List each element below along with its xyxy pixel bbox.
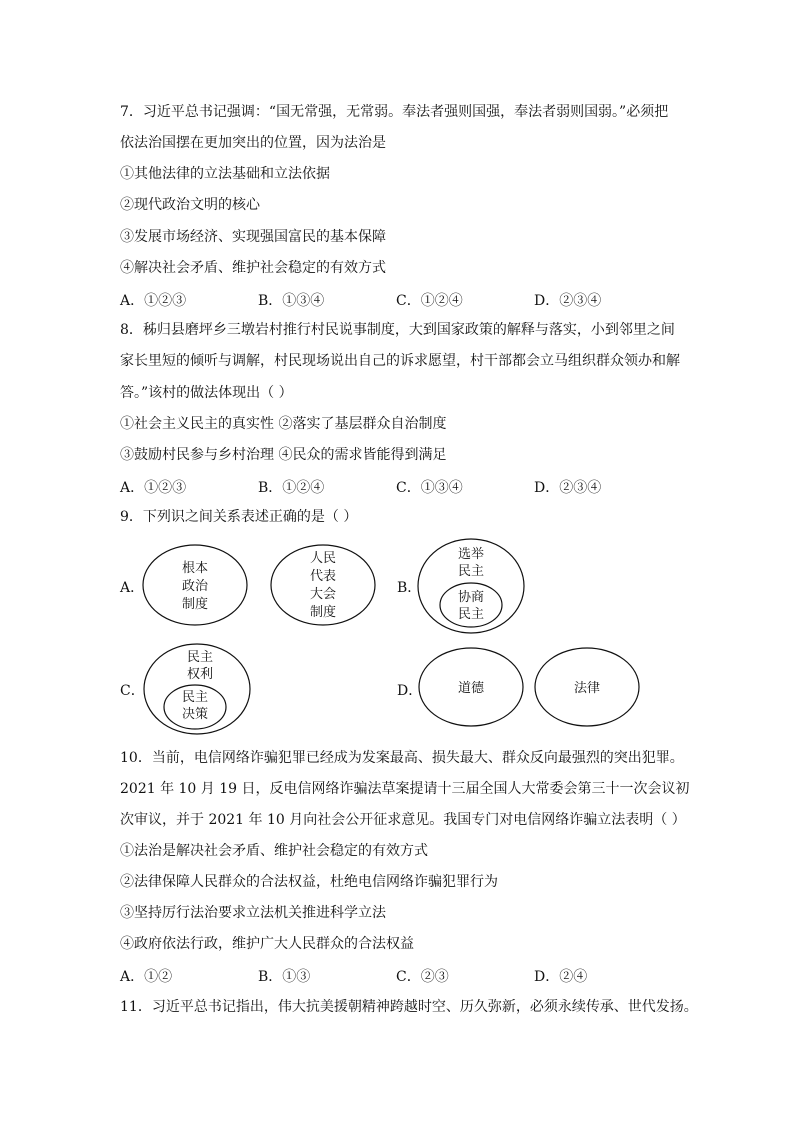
q9-c-outer-text-2: 权利 — [186, 667, 214, 682]
q9-b-inner-text-1: 协商 — [457, 590, 485, 605]
q9-d-e1-text: 道德 — [457, 681, 485, 696]
q9-a-e2-text-3: 大会 — [309, 587, 337, 602]
q9-a-e1-text-3: 制度 — [181, 597, 209, 612]
q7-item-1: ①其他法律的立法基础和立法依据 — [120, 166, 330, 182]
q9-c-inner-text-2: 决策 — [181, 707, 209, 722]
q10-item-1: ①法治是解决社会矛盾、维护社会稳定的有效方式 — [120, 843, 428, 859]
q8-options — [120, 477, 680, 495]
q9-b-inner-text-2: 民主 — [457, 607, 485, 622]
q7-option-c[interactable]: C．①②④ — [396, 293, 463, 309]
q7-option-b[interactable]: B．①③④ — [258, 293, 325, 309]
q10-option-a[interactable]: A．①② — [120, 969, 173, 985]
q8-stem-line2: 家长里短的倾听与调解，村民现场说出自己的诉求愿望，村干部都会立马组织群众领办和解 — [120, 353, 680, 369]
q9-option-d-label[interactable]: D． — [397, 683, 423, 699]
q8-items-row2: ③鼓励村民参与乡村治理 ④民众的需求皆能得到满足 — [120, 447, 447, 463]
q8-option-d[interactable]: D．②③④ — [534, 480, 602, 496]
q9-diagram-a — [140, 540, 380, 635]
q9-option-a-label[interactable]: A． — [120, 580, 145, 596]
q7-item-4: ④解决社会矛盾、维护社会稳定的有效方式 — [120, 260, 386, 276]
q9-a-e2-text-4: 制度 — [309, 605, 337, 620]
q9-option-b-label[interactable]: B． — [397, 580, 422, 596]
q7-option-d[interactable]: D．②③④ — [534, 293, 602, 309]
q7-stem-line1: 7．习近平总书记强调：“国无常强，无常弱。奉法者强则国强，奉法者弱则国弱。”必须把 — [120, 104, 669, 120]
q7-options — [120, 290, 680, 308]
q9-c-inner-text-1: 民主 — [181, 690, 209, 705]
q9-a-e1-text-1: 根本 — [181, 561, 209, 576]
q9-stem: 9．下列识之间关系表述正确的是（ ） — [120, 509, 358, 525]
q9-diagram-c — [140, 640, 255, 740]
q9-d-e2-text: 法律 — [573, 681, 601, 696]
q8-stem-line1: 8．秭归县磨坪乡三墩岩村推行村民说事制度，大到国家政策的解释与落实，小到邻里之间 — [120, 322, 675, 338]
q9-c-outer-text-1: 民主 — [186, 650, 214, 665]
q10-stem-line2: 2021 年 10 月 19 日，反电信网络诈骗法草案提请十三届全国人大常委会第三十一次会议初 — [120, 781, 690, 797]
q9-a-e2-text-2: 代表 — [309, 569, 337, 584]
q8-option-b[interactable]: B．①②④ — [258, 480, 325, 496]
q10-option-c[interactable]: C．②③ — [396, 969, 449, 985]
q7-item-2: ②现代政治文明的核心 — [120, 197, 260, 213]
q7-option-a[interactable]: A．①②③ — [120, 293, 187, 309]
q10-stem-line1: 10．当前，电信网络诈骗犯罪已经成为发案最高、损失最大、群众反向最强烈的突出犯罪。 — [120, 750, 684, 766]
q7-item-3: ③发展市场经济、实现强国富民的基本保障 — [120, 229, 386, 245]
q7-stem-line2: 依法治国摆在更加突出的位置，因为法治是 — [120, 135, 386, 151]
q9-b-outer-text-1: 选举 — [457, 547, 485, 562]
q9-diagram-b — [415, 535, 535, 640]
q11-stem-line1: 11．习近平总书记指出，伟大抗美援朝精神跨越时空、历久弥新，必须永续传承、世代发扬。 — [120, 999, 698, 1015]
q9-option-c-label[interactable]: C． — [120, 683, 145, 699]
q10-item-4: ④政府依法行政，维护广大人民群众的合法权益 — [120, 936, 414, 952]
q8-stem-line3: 答。”该村的做法体现出（ ） — [120, 385, 293, 401]
q9-a-e2-text-1: 人民 — [309, 551, 337, 566]
q9-diagram-d — [415, 645, 665, 730]
q10-stem-line3: 次审议，并于 2021 年 10 月向社会公开征求意见。我国专门对电信网络诈骗立法表明（ ） — [120, 812, 686, 828]
q10-option-b[interactable]: B．①③ — [258, 969, 311, 985]
q9-a-e1-text-2: 政治 — [181, 579, 209, 594]
q10-options — [120, 966, 680, 984]
q10-item-2: ②法律保障人民群众的合法权益，杜绝电信网络诈骗犯罪行为 — [120, 874, 498, 890]
q10-option-d[interactable]: D．②④ — [534, 969, 588, 985]
q9-b-outer-text-2: 民主 — [457, 564, 485, 579]
q8-option-c[interactable]: C．①③④ — [396, 480, 463, 496]
q8-items-row1: ①社会主义民主的真实性 ②落实了基层群众自治制度 — [120, 416, 447, 432]
q8-option-a[interactable]: A．①②③ — [120, 480, 187, 496]
q10-item-3: ③坚持厉行法治要求立法机关推进科学立法 — [120, 905, 386, 921]
